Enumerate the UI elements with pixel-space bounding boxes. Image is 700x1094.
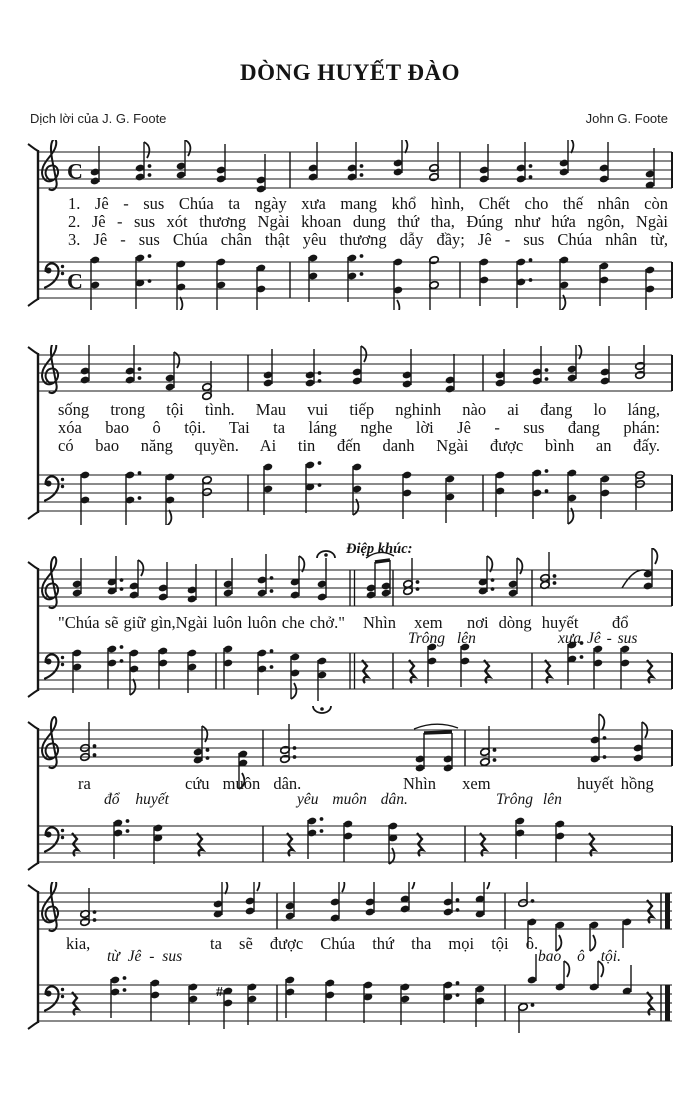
eighth-flag	[185, 140, 190, 156]
augmentation-dot	[603, 755, 607, 759]
augmentation-dot	[120, 659, 124, 663]
augmentation-dot	[138, 496, 142, 500]
eighth-flag	[568, 140, 573, 153]
fermata-dot	[324, 553, 328, 557]
augmentation-dot	[148, 254, 152, 258]
augmentation-dot	[360, 164, 364, 168]
bass-clef-dot	[61, 836, 64, 839]
eighth-flag	[517, 558, 522, 574]
bass-clef-icon	[45, 476, 59, 500]
augmentation-dot	[545, 377, 549, 381]
lyric-translator-credit: Dịch lời của J. G. Foote	[30, 111, 167, 126]
echo-lyric-segment: đổ huyết	[104, 791, 169, 808]
eighth-flag	[202, 726, 207, 742]
eighth-flag	[560, 295, 565, 310]
eighth-flag	[484, 882, 489, 889]
eighth-flag	[254, 882, 259, 891]
augmentation-dot	[318, 461, 322, 465]
augmentation-dot	[93, 744, 97, 748]
eighth-flag	[130, 679, 135, 695]
time-signature: C	[67, 158, 83, 184]
bracket-bottom-hook	[28, 1022, 38, 1029]
verse-line-3-continued: có bao năng quyền. Ai tin đến danh Ngài được bình an đấy.	[58, 436, 660, 455]
augmentation-dot	[270, 665, 274, 669]
eighth-flag	[361, 346, 366, 362]
augmentation-dot	[270, 576, 274, 580]
echo-lyric-segment: từ Jê - sus	[107, 948, 183, 965]
bass-clef-icon	[45, 986, 59, 1010]
sharp-accidental: #	[216, 985, 223, 1000]
lyric-segment: cứu muôn dân.	[185, 774, 302, 793]
bracket-bottom-hook	[28, 512, 38, 519]
augmentation-dot	[148, 164, 152, 168]
augmentation-dot	[120, 645, 124, 649]
augmentation-dot	[138, 367, 142, 371]
eighth-flag	[174, 352, 179, 368]
augmentation-dot	[206, 748, 210, 752]
lyric-segment: nơi dòng huyết	[467, 613, 579, 632]
augmentation-dot	[138, 376, 142, 380]
bracket-top-hook	[28, 144, 38, 151]
echo-lyric-segment: xưa Jê - sus	[558, 630, 638, 647]
augmentation-dot	[553, 581, 557, 585]
augmentation-dot	[120, 587, 124, 591]
lyric-segment: kia,	[66, 934, 91, 953]
treble-clef-icon	[42, 345, 58, 393]
bass-clef-dot	[61, 265, 64, 268]
augmentation-dot	[126, 829, 130, 833]
augmentation-dot	[456, 908, 460, 912]
final-barline-thick	[665, 893, 670, 929]
augmentation-dot	[529, 278, 533, 282]
bracket-top-hook	[28, 347, 38, 354]
eighth-flag	[353, 499, 358, 515]
augmentation-dot	[580, 655, 584, 659]
final-barline-thick	[665, 985, 670, 1021]
eighth-flag	[138, 560, 143, 576]
augmentation-dot	[148, 279, 152, 283]
augmentation-dot	[545, 368, 549, 372]
eighth-flag	[291, 683, 296, 699]
augmentation-dot	[529, 164, 533, 168]
augmentation-dot	[206, 756, 210, 760]
lyric-segment: "Chúa sẽ giữ gìn,Ngài luôn luôn che chở."	[58, 613, 345, 632]
augmentation-dot	[293, 746, 297, 750]
verse-line-1-continued: sống trong tội tình. Mau vui tiếp nghinh nào ai đang lo láng,	[58, 400, 660, 419]
lyric-segment: ta sẽ được Chúa thứ tha mọi tội ô.	[210, 934, 539, 953]
augmentation-dot	[320, 829, 324, 833]
echo-lyric-segment: bao ô tội.	[538, 948, 621, 965]
augmentation-dot	[603, 736, 607, 740]
bass-clef-dot	[61, 478, 64, 481]
augmentation-dot	[318, 379, 322, 383]
treble-clef-icon	[42, 140, 58, 190]
bass-clef-dot	[61, 656, 64, 659]
augmentation-dot	[126, 819, 130, 823]
augmentation-dot	[93, 753, 97, 757]
composer-credit: John G. Foote	[585, 111, 668, 126]
augmentation-dot	[531, 899, 535, 903]
bass-clef-dot	[61, 485, 64, 488]
bass-clef-dot	[61, 995, 64, 998]
echo-lyric-segment: Trông lên	[408, 630, 476, 647]
augmentation-dot	[456, 981, 460, 985]
augmentation-dot	[416, 580, 420, 584]
eighth-flag	[568, 508, 573, 524]
augmentation-dot	[545, 489, 549, 493]
eighth-flag	[409, 882, 414, 889]
eighth-flag	[402, 140, 407, 153]
bracket-top-hook	[28, 885, 38, 892]
augmentation-dot	[123, 988, 127, 992]
augmentation-dot	[318, 371, 322, 375]
augmentation-dot	[320, 817, 324, 821]
bracket-bottom-hook	[28, 690, 38, 697]
eighth-flag	[222, 882, 227, 894]
eighth-flag	[394, 300, 399, 310]
augmentation-dot	[545, 469, 549, 473]
augmentation-dot	[553, 574, 557, 578]
augmentation-dot	[456, 898, 460, 902]
bass-clef-icon	[45, 263, 59, 287]
lyric-segment: ra	[78, 774, 91, 793]
echo-lyric-segment: Trông lên	[496, 791, 562, 808]
echo-lyric-segment: yêu muôn dân.	[297, 791, 408, 808]
eighth-flag	[166, 510, 171, 525]
bracket-bottom-hook	[28, 299, 38, 306]
augmentation-dot	[360, 173, 364, 177]
treble-clef-icon	[42, 557, 58, 608]
eighth-flag	[576, 345, 581, 359]
eighth-flag	[144, 142, 149, 158]
augmentation-dot	[491, 578, 495, 582]
augmentation-dot	[360, 272, 364, 276]
augmentation-dot	[360, 254, 364, 258]
bass-clef-dot	[61, 829, 64, 832]
bass-clef-dot	[61, 272, 64, 275]
bass-clef-dot	[61, 663, 64, 666]
augmentation-dot	[493, 748, 497, 752]
augmentation-dot	[270, 589, 274, 593]
augmentation-dot	[93, 910, 97, 914]
chorus-label: Điệp khúc:	[346, 541, 413, 557]
augmentation-dot	[120, 578, 124, 582]
augmentation-dot	[93, 918, 97, 922]
eighth-flag	[339, 882, 344, 892]
lyric-segment: đổ	[612, 613, 629, 632]
augmentation-dot	[270, 649, 274, 653]
verse-line-2-continued: xóa bao ô tội. Tai ta láng nghe lời Jê - sus đang phán:	[58, 418, 660, 437]
bracket-top-hook	[28, 722, 38, 729]
augmentation-dot	[148, 173, 152, 177]
bass-clef-dot	[61, 988, 64, 991]
song-title: DÒNG HUYẾT ĐÀO	[240, 60, 460, 85]
augmentation-dot	[531, 1003, 535, 1007]
augmentation-dot	[529, 258, 533, 262]
augmentation-dot	[318, 483, 322, 487]
verse-line-1: 1. Jê - sus Chúa ta ngày xưa mang khổ hình, Chết cho thế nhân còn	[68, 194, 668, 213]
beam	[424, 732, 452, 733]
time-signature: C	[67, 268, 83, 294]
lyric-segment: Nhìn xem	[363, 613, 443, 632]
augmentation-dot	[416, 587, 420, 591]
eighth-flag	[652, 548, 657, 564]
lyric-segment: Nhìn xem	[403, 774, 491, 793]
bass-clef-icon	[45, 827, 59, 851]
lyric-segment: huyết hồng	[577, 774, 654, 793]
augmentation-dot	[293, 755, 297, 759]
augmentation-dot	[491, 587, 495, 591]
beam	[375, 560, 390, 562]
augmentation-dot	[529, 175, 533, 179]
bracket-bottom-hook	[28, 863, 38, 870]
augmentation-dot	[138, 471, 142, 475]
eighth-flag	[177, 297, 182, 310]
slur	[366, 552, 394, 558]
verse-line-2: 2. Jê - sus xót thương Ngài khoan dung thứ tha, Đúng như hứa ngôn, Ngài	[68, 212, 668, 231]
treble-clef-icon	[42, 882, 58, 931]
slur	[414, 724, 458, 729]
bass-clef-icon	[45, 654, 59, 678]
bracket-top-hook	[28, 562, 38, 569]
fermata-dot	[320, 707, 324, 711]
augmentation-dot	[123, 976, 127, 980]
treble-clef-icon	[42, 717, 58, 768]
augmentation-dot	[493, 758, 497, 762]
eighth-flag	[599, 714, 604, 730]
augmentation-dot	[456, 993, 460, 997]
verse-line-3: 3. Jê - sus Chúa chân thật yêu thương dẫy đầy; Jê - sus Chúa nhân từ,	[68, 230, 668, 249]
